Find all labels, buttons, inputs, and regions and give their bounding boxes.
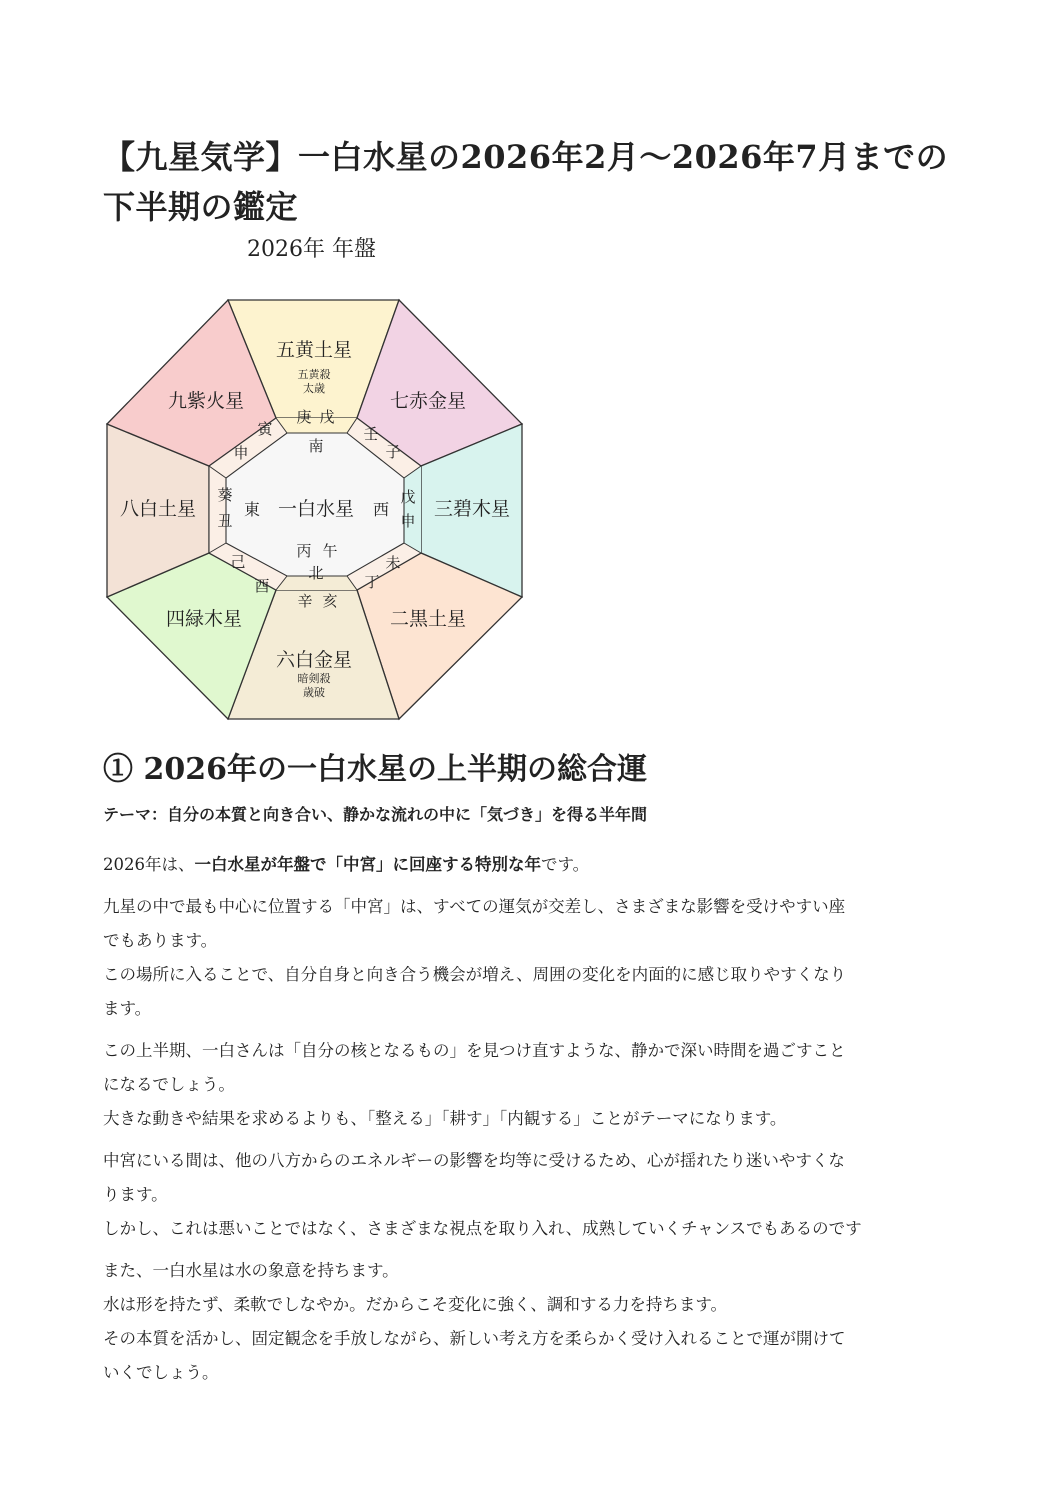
ring-east-1: 葵 — [217, 486, 233, 504]
nine-star-year-board — [104, 298, 528, 722]
star-southeast: 九紫火星 — [167, 390, 245, 412]
paragraph-3 — [103, 1144, 983, 1246]
star-west: 三碧木星 — [433, 498, 511, 520]
paragraph-line: また、一白水星は水の象意を持ちます。 — [103, 1261, 399, 1280]
paragraph-line: ります。 — [103, 1185, 168, 1204]
center-east-label: 東 — [243, 500, 261, 519]
note-south-2: 太歳 — [303, 382, 325, 395]
middle-ring-west — [404, 466, 421, 553]
ring-southwest-1: 壬 — [363, 425, 379, 443]
ring-north-1: 辛 — [297, 592, 313, 610]
board-caption: 2026年 年盤 — [247, 237, 376, 262]
ring-northwest-2: 丁 — [364, 573, 380, 591]
ring-southeast-2: 申 — [233, 444, 249, 462]
ring-northwest-1: 未 — [385, 554, 401, 572]
ring-southeast-1: 寅 — [257, 420, 273, 438]
intro-post: です。 — [541, 855, 590, 874]
star-northwest: 二黒土星 — [389, 608, 467, 630]
paragraph-line: その本質を活かし、固定観念を手放しながら、新しい考え方を柔らかく受け入れることで運が開けて — [103, 1329, 846, 1348]
ring-southwest-2: 子 — [385, 443, 401, 461]
paragraph-line: この上半期、一白さんは「自分の核となるもの」を見つけ直すような、静かで深い時間を過ごすこと — [103, 1041, 846, 1060]
intro-line — [103, 848, 983, 882]
paragraph-line: この場所に入ることで、自分自身と向き合う機会が増え、周囲の変化を内面的に感じ取りやすくなり — [103, 965, 847, 984]
paragraph-line: でもあります。 — [103, 931, 218, 950]
paragraph-1 — [103, 890, 983, 1026]
intro-bold: 一白水星が年盤で「中宮」に回座する特別な年 — [194, 855, 541, 874]
ring-west-1: 戊 — [400, 488, 416, 506]
paragraph-line: ます。 — [103, 999, 152, 1018]
paragraph-line: 九星の中で最も中心に位置する「中宮」は、すべての運気が交差し、さまざまな影響を受けやすい座 — [103, 897, 846, 916]
document-title — [103, 132, 963, 232]
center-south-label: 南 — [308, 437, 324, 455]
paragraph-line: しかし、これは悪いことではなく、さまざまな視点を取り入れ、成熟していくチャンスでもあるのです — [103, 1219, 862, 1238]
ring-north-2: 亥 — [322, 592, 338, 610]
ring-south-1: 庚 — [296, 408, 312, 426]
ring-northeast-1: 己 — [230, 553, 246, 571]
note-north-1: 暗剣殺 — [297, 672, 331, 685]
center-inner-1: 丙 — [296, 542, 312, 560]
center-inner-2: 午 — [322, 542, 338, 560]
middle-ring-south — [276, 418, 357, 433]
section-theme: テーマ：自分の本質と向き合い、静かな流れの中に「気づき」を得る半年間 — [103, 805, 648, 824]
intro-pre: 2026年は、 — [103, 855, 195, 874]
paragraph-line: 大きな動きや結果を求めるよりも、「整える」「耕す」「内観する」ことがテーマになります。 — [103, 1109, 787, 1128]
note-south-1: 五黄殺 — [297, 368, 331, 381]
center-star: 一白水星 — [277, 498, 355, 520]
paragraph-4 — [103, 1254, 983, 1390]
ring-east-2: 丑 — [217, 512, 233, 530]
paragraph-line: になるでしょう。 — [103, 1075, 235, 1094]
paragraph-line: 中宮にいる間は、他の八方からのエネルギーの影響を均等に受けるため、心が揺れたり迷いやすくな — [103, 1151, 845, 1170]
section-body — [103, 848, 983, 1398]
paragraph-line: 水は形を持たず、柔軟でしなやか。だからこそ変化に強く、調和する力を持ちます。 — [103, 1295, 728, 1314]
title-line-2: 下半期の鑑定 — [103, 188, 299, 226]
star-north: 六白金星 — [275, 649, 353, 671]
section-heading: ① 2026年の一白水星の上半期の総合運 — [103, 752, 647, 787]
title-line-1: 【九星気学】一白水星の2026年2月〜2026年7月までの — [103, 138, 949, 176]
star-east: 八白土星 — [119, 498, 197, 520]
star-northeast: 四緑木星 — [165, 608, 243, 630]
paragraph-line: いくでしょう。 — [103, 1363, 219, 1382]
note-north-2: 歳破 — [303, 686, 325, 699]
ring-west-2: 申 — [400, 512, 416, 530]
star-southwest: 七赤金星 — [389, 390, 467, 412]
paragraph-2 — [103, 1034, 983, 1136]
star-south: 五黄土星 — [275, 339, 353, 361]
ring-northeast-2: 酉 — [254, 577, 270, 595]
ring-south-2: 戊 — [319, 408, 335, 426]
center-west-label: 西 — [372, 500, 390, 519]
center-north-label: 北 — [308, 564, 324, 582]
intro-paragraph — [103, 848, 983, 882]
